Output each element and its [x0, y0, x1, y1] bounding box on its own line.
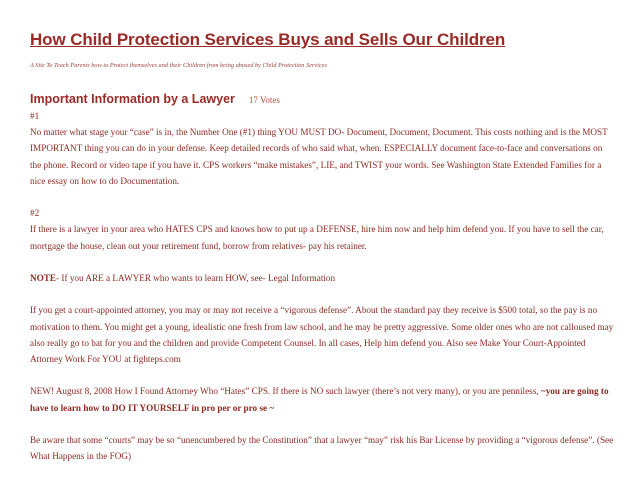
post-title[interactable]: Important Information by a Lawyer: [30, 92, 235, 106]
post-content: [30, 108, 615, 464]
paragraph-hire-lawyer: If there is a lawyer in your area who HATES CPS and knows how to put up a DEFENSE, hire him now and help him defend you. If you have to sell the car, mortgage the house, clean out your retirement fund, borrow from relatives- pay his retainer.: [30, 224, 604, 251]
vote-count: 17 Votes: [248, 95, 280, 105]
site-tagline: A Site To Teach Parents how to Protect themselves and their Children from being abused by Child Protection Services: [30, 62, 327, 69]
paragraph-court-appointed: If you get a court-appointed attorney, you may or may not receive a “vigorous defense”. About the standard pay they receive is $500 total, so the pay is no motivation to them. You might get a young, idealistic one fresh from law school, and he may be pretty aggressive. Some older ones who are not calloused may also really go to bat for you and the children and provide Competent Counsel. In all cases, Help him defend you. Also see Make Your Court-Appointed Attorney Work For YOU at fighteps.com: [30, 305, 614, 364]
note-label: NOTE: [30, 273, 57, 283]
paragraph-courts-warning: Be aware that some “courts” may be so “unencumbered by the Constitution” that a lawyer “may” risk his Bar License by providing a “vigorous defense”. (See What Happens in the FOG): [30, 434, 614, 462]
diy-callout: ~you are going to have to learn how to DO IT YOURSELF in pro per or pro se ~: [30, 386, 609, 413]
note-text: - If you ARE a LAWYER who wants to learn HOW, see- Legal Information: [56, 273, 336, 283]
site-title[interactable]: How Child Protection Services Buys and Sells Our Children: [30, 30, 506, 49]
note-paragraph: [30, 270, 615, 286]
new-update-text: NEW! August 8, 2008 How I Found Attorney Who “Hates” CPS. If there is NO such lawyer (there’s not very many), or you are penniless,: [30, 386, 541, 397]
paragraph-new-update: [30, 383, 615, 415]
section-label-1: #1: [30, 111, 40, 121]
paragraph-documentation: No matter what stage your “case” is in, the Number One (#1) thing YOU MUST DO- Document, Document, Document. This costs nothing and is the MOST IMPORTANT thing you can do in your defense. Keep detailed records of who said what, when. ESPECIALLY document face-to-face and conversations on the phone. Record or video tape if you have it. CPS workers “make mistakes”, LIE, and TWIST your words. See Washington State Extended Families for a nice essay on how to do Documentation.: [30, 127, 608, 186]
section-label-2: #2: [30, 208, 40, 219]
post-header: [30, 90, 280, 108]
